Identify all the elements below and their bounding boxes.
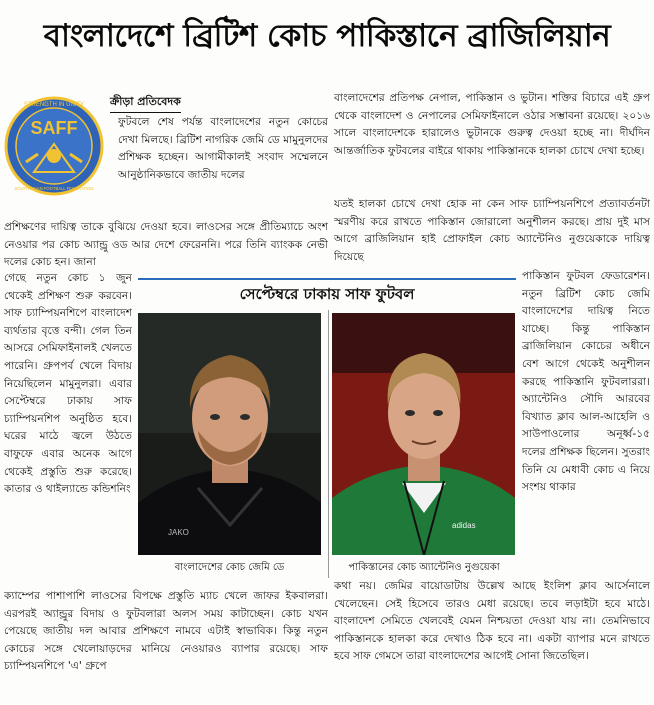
- headline: বাংলাদেশে ব্রিটিশ কোচ পাকিস্তানে ব্রাজিলিয়ান: [43, 18, 611, 54]
- col1-wide-text: প্রশিক্ষণের দায়িত্ব তাকে বুঝিয়ে দেওয়া হবে। লাওসের সঙ্গে প্রীতিম্যাচে অংশ নেওয়ার পর কোচ অ্যান্ড্রু ওড আর দেশে ফেরেননি। পরে তিনি ব্যাংকক নেভী দলের কোচ হন। জানা: [4, 221, 328, 269]
- col2-wide: [334, 196, 650, 268]
- col2-top-text: বাংলাদেশের প্রতিপক্ষ নেপাল, পাকিস্তান ও ভুটান। শক্তির বিচারে এই গ্রুপ থেকে বাংলাদেশ ও নেপালের সেমিফাইনালে ওঠার সম্ভাবনা রয়েছে। ২০১৬ সালে বাংলাদেশকে হারালেও ভুটানকে গুরুত্ব দেওয়া হচ্ছে না। দীর্ঘদিন আন্তর্জাতিক ফুটবলের বাইরে থাকায় পাকিস্তানকে হালকা চোখে দেখা হচ্ছে।: [334, 92, 650, 157]
- col2-top: [334, 90, 650, 196]
- col2-bottom: [334, 578, 650, 702]
- logo-bottom-text: SOUTH ASIAN FOOTBALL FEDERATION: [14, 186, 94, 191]
- saff-logo: [4, 84, 104, 208]
- svg-text:JAKO: JAKO: [168, 528, 189, 537]
- col2-right: [522, 268, 650, 578]
- logo-top-text: STRENGTH IN UNITY: [23, 102, 85, 108]
- caption-bangladesh-coach: বাংলাদেশের কোচ জেমি ডে: [174, 562, 285, 573]
- col2-bottom-text: কথা নয়। জেমির বায়োডাটায় উল্লেখ আছে ইংলিশ ক্লাব আর্সেনালে খেলেছেন। সেই হিসেবে তারও মেধা রয়েছে। তবে লড়াইটা হবে মাঠে। বাংলাদেশ সেমিতে খেলবেই যেমন নিশ্চয়তা দেওয়া যায় না। তেমনিভাবে পাকিস্তানকে হালকা করে দেখাও ঠিক হবে না। একটা ব্যাপার মনে রাখতে হবে সাফ গেমসে তারা বাংলাদেশের আগেই সোনা জিতেছিল।: [334, 580, 650, 663]
- svg-text:adidas: adidas: [452, 521, 476, 530]
- col1-intro-text: ফুটবলে শেষ পর্যন্ত বাংলাদেশের নতুন কোচের দেখা মিলছে। ব্রিটিশ নাগরিক জেমি ডে মামুনুলদের প্রশিক্ষক হচ্ছেন। আগামীকালই সংবাদ সম্মেলনে আনুষ্ঠানিকভাবে জাতীয় দলের: [118, 116, 328, 181]
- col1-wide: [4, 219, 328, 273]
- col1-intro: [118, 114, 328, 220]
- col2-wide-text: যতই হালকা চোখে দেখা হোক না কেন সাফ চ্যাম্পিয়নশিপে প্রত্যাবর্তনটা স্মরণীয় করে রাখতে পাকিস্তান জোরালো অনুশীলন করছে। প্রায় দুই মাস আগে ব্রাজিলিয়ান হাই প্রোফাইল কোচ অ্যান্টেনিও নুগুয়েকাকে দায়িত্ব দিয়েছে: [334, 198, 650, 263]
- col1-bottom: [4, 588, 328, 702]
- caption-pakistan-coach: পাকিস্তানের কোচ অ্যান্টেনিও নুগুয়েকা: [348, 562, 500, 573]
- subheadline: সেপ্টেম্বরে ঢাকায় সাফ ফুটবল: [239, 285, 415, 303]
- col2-right-text: পাকিস্তান ফুটবল ফেডারেশন। নতুন ব্রিটিশ কোচ জেমি বাংলাদেশের দায়িত্ব নিতে যাচ্ছে। কিন্তু পাকিস্তান ব্রাজিলিয়ান কোচের অধীনে বেশ আগে থেকেই অনুশীলন করছে পাকিস্তানি ফুটবলাররা। অ্যান্টেনিও সৌদি আরবের বিখ্যাত ক্লাব আল-আহেলি ও সাউপাওলোর অনূর্ধ্ব-১৫ দলের প্রশিক্ষক ছিলেন। সুতরাং তিনি যে মেধাবী কোচ এ নিয়ে সংশয় থাকার: [522, 270, 650, 494]
- photo-bangladesh-coach: [138, 313, 321, 555]
- col1-bottom-text: ক্যাম্পের পাশাপাশি লাওসের বিপক্ষে প্রস্তুতি ম্যাচ খেলে জাফর ইকবালরা। এরপরই অ্যান্ড্রুর বিদায় ও ফুটবলারা অলস সময় কাটাচ্ছেন। কোচ যখন পেয়েছে জাতীয় দল আবার প্রশিক্ষণে নামবে এটাই স্বাভাবিক। কিন্তু নতুন কোচের সঙ্গে খেলোয়াড়দের মানিয়ে নেওয়ারও ব্যাপার রয়েছে। সাফ চ্যাম্পিয়নশিপে 'এ' গ্রুপে: [4, 590, 328, 673]
- col1-narrow-text: গেছে নতুন কোচ ১ জুন থেকেই প্রশিক্ষণ শুরু করবেন। সাফ চ্যাম্পিয়নশিপে বাংলাদেশ ব্যর্থতার বৃত্তে বন্দী। গেল তিন আসরে সেমিফাইনালই খেলতে পারেনি। গ্রুপপর্ব খেলে বিদায় নিয়েছিলেন মামুনুলরা। এবার সেপ্টেম্বরে ঢাকায় সাফ চ্যাম্পিয়নশিপ অনুষ্ঠিত হবে। ঘরের মাঠে জ্বলে উঠতে বাফুফে এবার অনেক আগে থেকেই প্রস্তুতি শুরু করেছে। কাতার ও থাইল্যান্ডে কন্ডিশনিং: [4, 272, 132, 496]
- column-divider: [328, 310, 329, 578]
- logo-name: SAFF: [30, 118, 78, 138]
- subhead-rule: [138, 278, 516, 280]
- reporter-byline: ক্রীড়া প্রতিবেদক: [110, 93, 181, 113]
- photo-pakistan-coach: [332, 313, 515, 555]
- col1-narrow: [4, 270, 132, 592]
